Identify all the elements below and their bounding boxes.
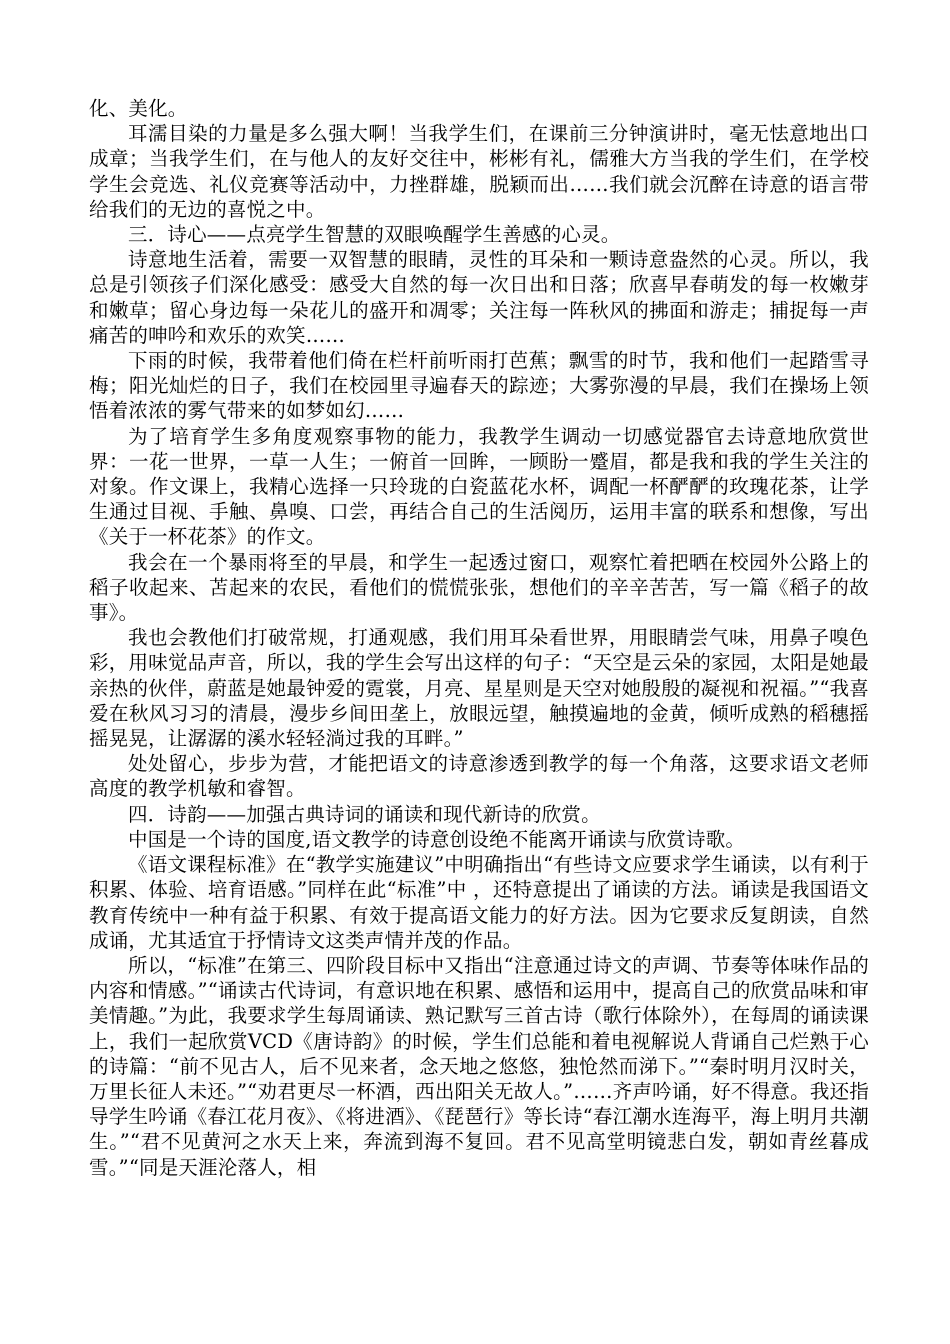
paragraph: 处处留心，步步为营，才能把语文的诗意渗透到教学的每一个角落，这要求语文老师高度的教学机敏和睿智。 (89, 752, 869, 801)
paragraph: 所以，“标准”在第三、四阶段目标中又指出“注意通过诗文的声调、节奏等体味作品的内容和情感。”“诵读古代诗词，有意识地在积累、感悟和运用中，提高自己的欣赏品味和审美情趣。”为此，我要求学生每周诵读、熟记默写三首古诗（歌行体除外），在每周的诵读课上，我们一起欣赏VCD《唐诗韵》的时候，学生们总能和着电视解说人背诵自己烂熟于心的诗篇：“前不见古人，后不见来者，念天地之悠悠，独怆然而涕下。”“秦时明月汉时关，万里长征人未还。”“劝君更尽一杯酒，西出阳关无故人。”……齐声吟诵，好不得意。我还指导学生吟诵《春江花月夜》、《将进酒》、《琵琶行》等长诗“春江潮水连海平，海上明月共潮生。”“君不见黄河之水天上来，奔流到海不复回。君不见高堂明镜悲白发，朝如青丝暮成雪。”“同是天涯沦落人，相 (89, 953, 869, 1179)
section-heading: 三．诗心——点亮学生智慧的双眼唤醒学生善感的心灵。 (128, 223, 621, 247)
paragraph: 《语文课程标准》在“教学实施建议”中明确指出“有些诗文应要求学生诵读，以有利于积累、体验、培育语感。”同样在此“标准”中 ，还特意提出了诵读的方法。诵读是我国语文教育传统中一种有益于积累、有效于提高语文能力的好方法。因为它要求反复朗读，自然成诵，尤其适宜于抒情诗文这类声情并茂的作品。 (89, 853, 869, 952)
paragraph: 为了培育学生多角度观察事物的能力，我教学生调动一切感觉器官去诗意地欣赏世界：一花一世界，一草一人生；一俯首一回眸，一顾盼一蹙眉，都是我和我的学生关注的对象。作文课上，我精心选择一只玲珑的白瓷蓝花水杯，调配一杯酽酽的玫瑰花茶，让学生通过目视、手触、鼻嗅、口尝，再结合自己的生活阅历，运用丰富的联系和想像，写出《关于一杯花茶》的作文。 (89, 424, 869, 549)
document-page (89, 96, 869, 1180)
paragraph: 我也会教他们打破常规，打通观感，我们用耳朵看世界，用眼睛尝气味，用鼻子嗅色彩，用味觉品声音，所以，我的学生会写出这样的句子：“天空是云朵的家园，太阳是她最亲热的伙伴，蔚蓝是她最钟爱的霓裳，月亮、星星则是天空对她殷殷的凝视和祝福。”“我喜爱在秋风习习的清晨，漫步乡间田垄上，放眼远望，触摸遍地的金黄，倾听成熟的稻穗摇摇晃晃，让潺潺的溪水轻轻淌过我的耳畔。” (89, 626, 869, 751)
paragraph: 中国是一个诗的国度,语文教学的诗意创设绝不能离开诵读与欣赏诗歌。 (128, 827, 746, 851)
paragraph: 我会在一个暴雨将至的早晨，和学生一起透过窗口，观察忙着把晒在校园外公路上的稻子收起来、苫起来的农民，看他们的慌慌张张，想他们的辛辛苦苦，写一篇《稻子的故事》。 (89, 550, 869, 625)
paragraph: 下雨的时候，我带着他们倚在栏杆前听雨打芭蕉；飘雪的时节，我和他们一起踏雪寻梅；阳光灿烂的日子，我们在校园里寻遍春天的踪迹；大雾弥漫的早晨，我们在操场上领悟着浓浓的雾气带来的如梦如幻…… (89, 349, 869, 423)
paragraph: 耳濡目染的力量是多么强大啊！当我学生们，在课前三分钟演讲时，毫无怯意地出口成章；当我学生们，在与他人的友好交往中，彬彬有礼，儒雅大方当我的学生们，在学校学生会竞选、礼仪竞赛等活动中，力挫群雄，脱颖而出……我们就会沉醉在诗意的语言带给我们的无边的喜悦之中。 (89, 122, 869, 221)
section-heading: 四．诗韵——加强古典诗词的诵读和现代新诗的欣赏。 (128, 802, 601, 826)
paragraph: 诗意地生活着，需要一双智慧的眼睛，灵性的耳朵和一颗诗意盎然的心灵。所以，我总是引领孩子们深化感受：感受大自然的每一次日出和日落；欣喜早春萌发的每一枚嫩芽和嫩草；留心身边每一朵花儿的盛开和凋零；关注每一阵秋风的拂面和游走；捕捉每一声痛苦的呻吟和欢乐的欢笑…… (89, 248, 869, 347)
paragraph: 化、美化。 (89, 97, 188, 120)
